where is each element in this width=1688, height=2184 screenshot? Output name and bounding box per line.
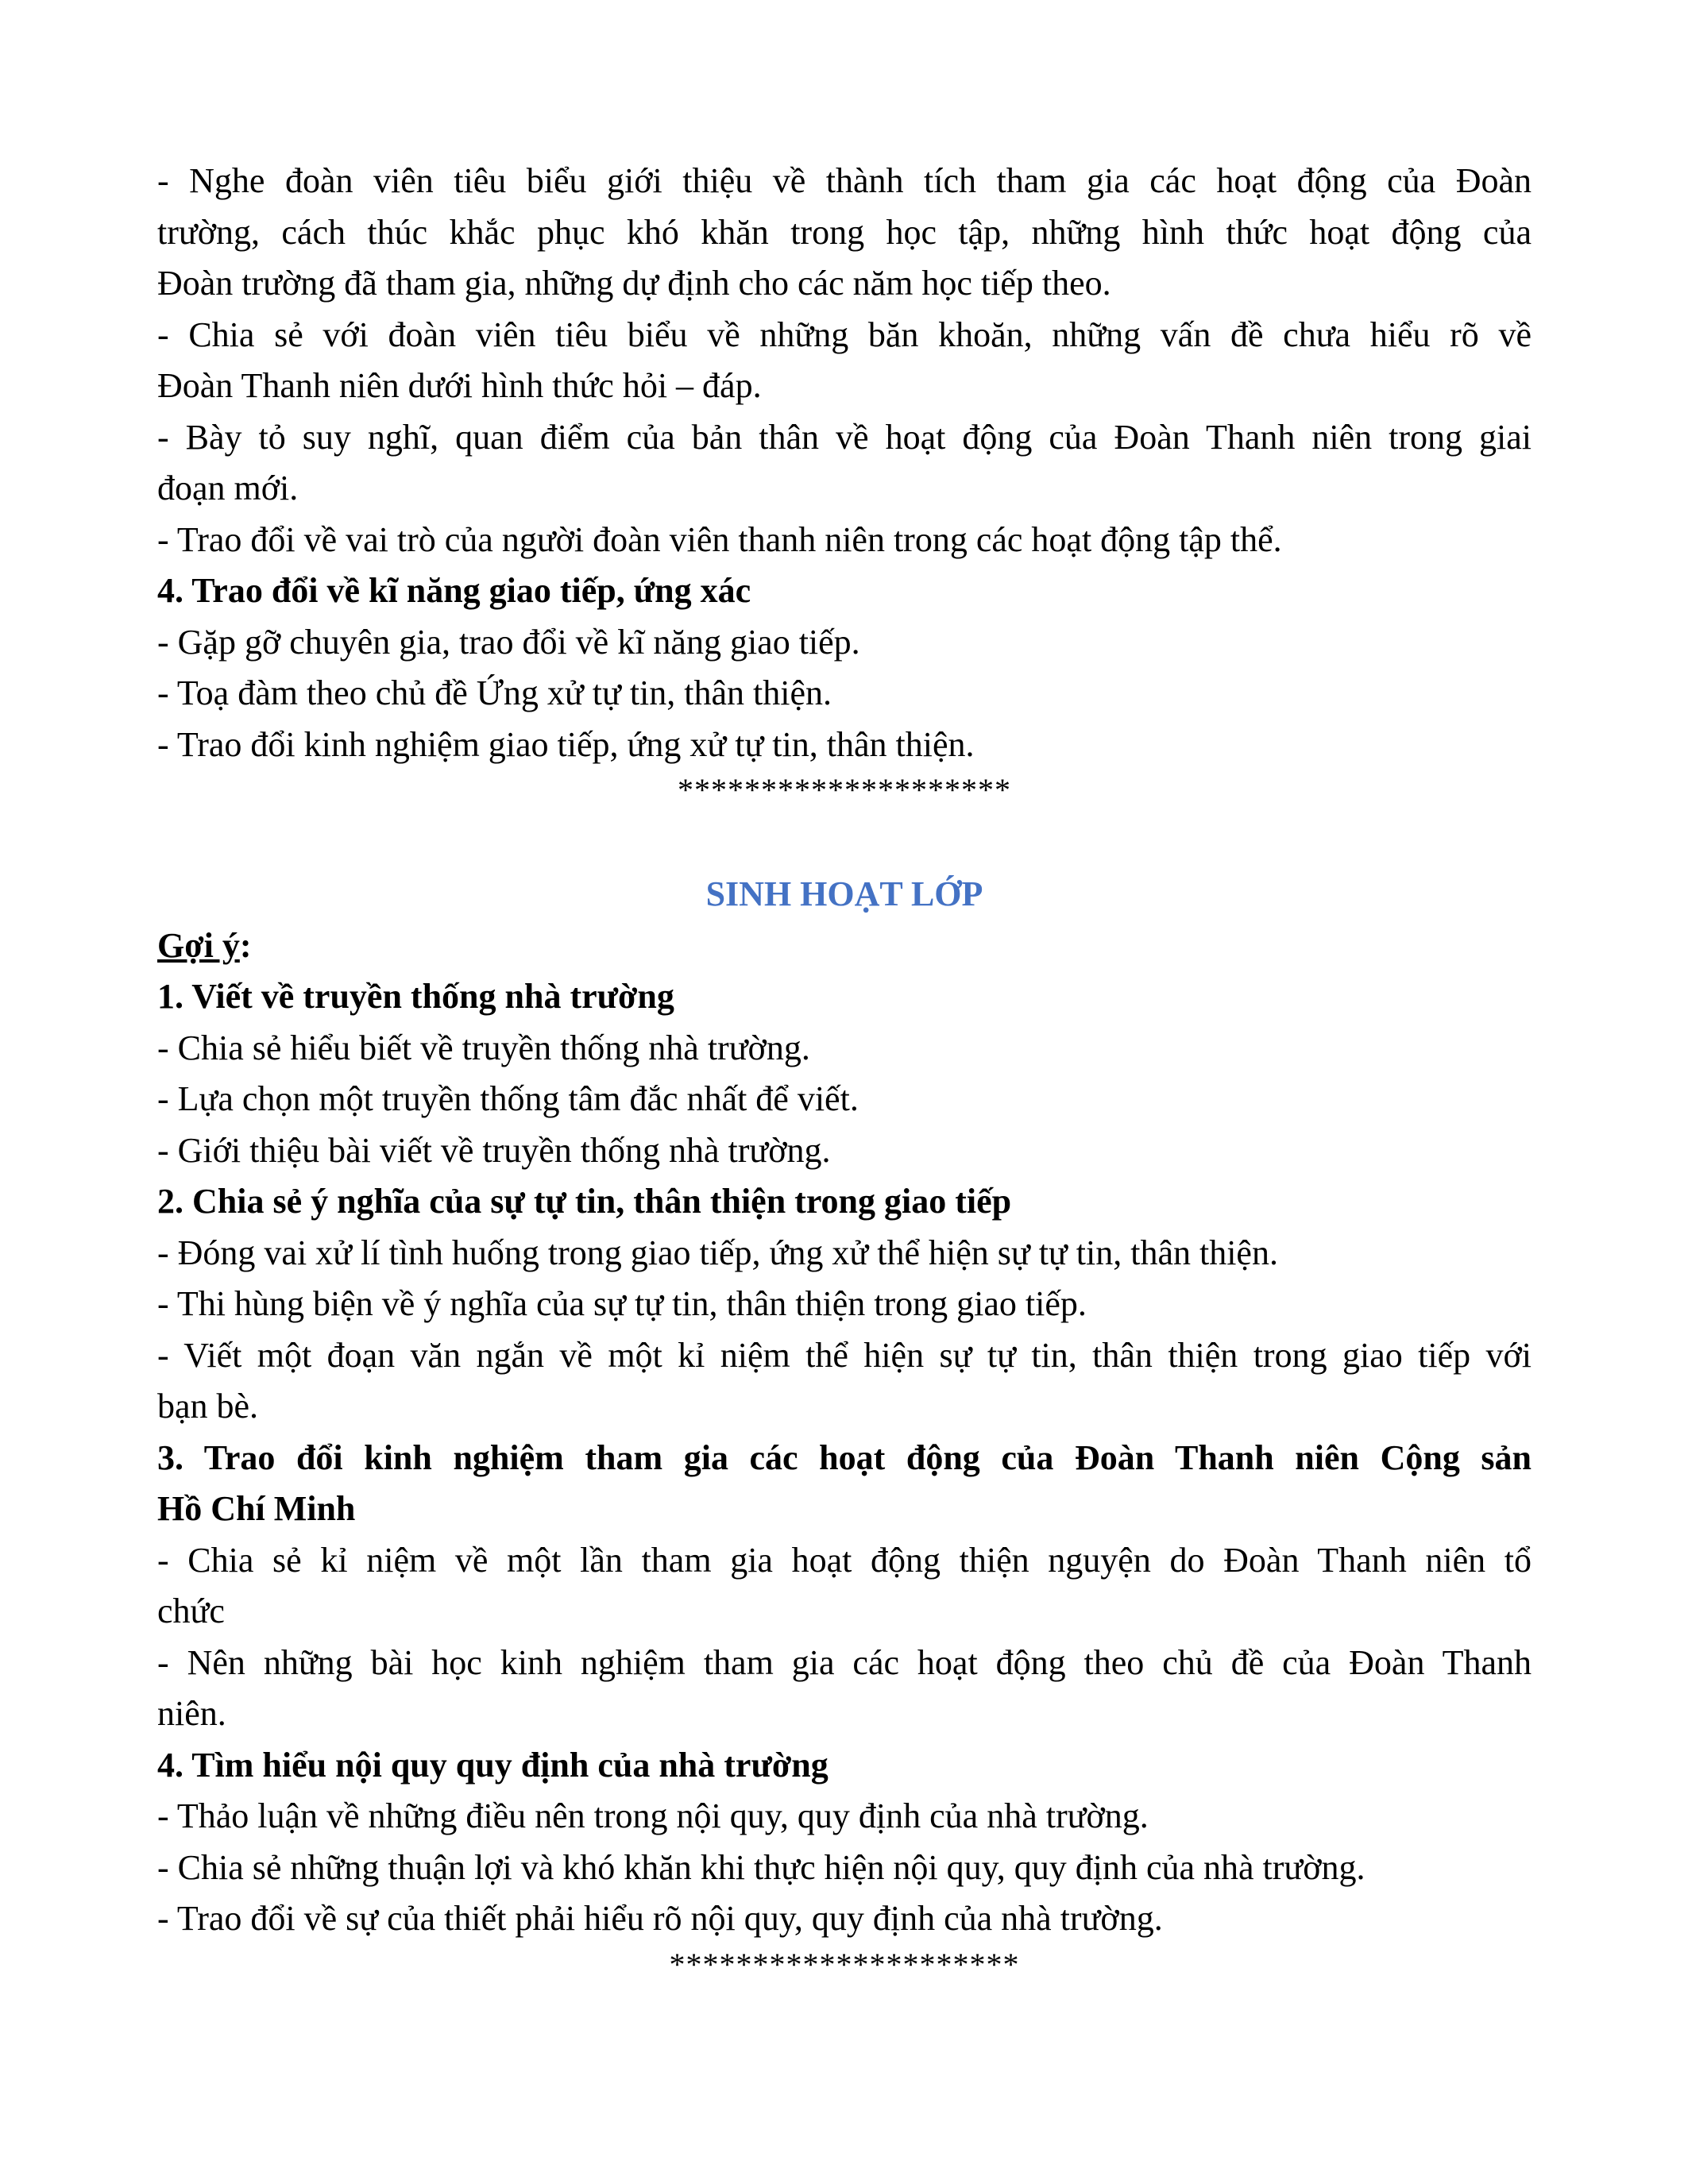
spacer <box>157 810 1532 869</box>
paragraph-line: Đoàn Thanh niên dưới hình thức hỏi – đáp. <box>157 366 762 405</box>
hint-label-text: Gợi ý <box>157 925 240 965</box>
paragraph-line: - Bày tỏ suy nghĩ, quan điểm của bản thân về hoạt động của Đoàn Thanh niên trong giai <box>157 417 1532 457</box>
list-item: - Chia sẻ kỉ niệm về một lần tham gia hoạt động thiện nguyện do Đoàn Thanh niên tổ <box>157 1540 1532 1580</box>
list-item: - Chia sẻ những thuận lợi và khó khăn khi thực hiện nội quy, quy định của nhà trường. <box>157 1847 1365 1887</box>
list-item: - Toạ đàm theo chủ đề Ứng xử tự tin, thân thiện. <box>157 673 832 712</box>
list-item: - Viết một đoạn văn ngắn về một kỉ niệm thể hiện sự tự tin, thân thiện trong giao tiếp với <box>157 1335 1532 1375</box>
list-item-continuation: chức <box>157 1592 225 1630</box>
paragraph-line: - Nghe đoàn viên tiêu biểu giới thiệu về thành tích tham gia các hoạt động của Đoàn <box>157 161 1532 200</box>
paragraph-line: trường, cách thúc khắc phục khó khăn trong học tập, những hình thức hoạt động của <box>157 212 1532 252</box>
list-item: - Trao đổi kinh nghiệm giao tiếp, ứng xử tự tin, thân thiện. <box>157 724 975 764</box>
list-item-continuation: bạn bè. <box>157 1387 259 1426</box>
list-item: - Gặp gỡ chuyên gia, trao đổi về kĩ năng giao tiếp. <box>157 622 860 662</box>
section-title: SINH HOẠT LỚP <box>705 874 983 913</box>
section-heading-continuation: Hồ Chí Minh <box>157 1489 356 1528</box>
paragraph-line: đoạn mới. <box>157 469 299 507</box>
section-heading: 2. Chia sẻ ý nghĩa của sự tự tin, thân thiện trong giao tiếp <box>157 1182 1012 1221</box>
section-heading: 3. Trao đổi kinh nghiệm tham gia các hoạt động của Đoàn Thanh niên Cộng sản <box>157 1437 1532 1477</box>
separator-stars: ********************* <box>669 1946 1020 1982</box>
list-item: - Thảo luận về những điều nên trong nội quy, quy định của nhà trường. <box>157 1796 1149 1835</box>
paragraph-line: Đoàn trường đã tham gia, những dự định cho các năm học tiếp theo. <box>157 264 1111 303</box>
list-item: - Giới thiệu bài viết về truyền thống nhà trường. <box>157 1130 831 1170</box>
section-heading: 4. Tìm hiểu nội quy quy định của nhà trường <box>157 1745 829 1785</box>
separator-stars: ******************** <box>678 772 1011 808</box>
list-item: - Trao đổi về sự của thiết phải hiểu rõ nội quy, quy định của nhà trường. <box>157 1899 1163 1938</box>
hint-colon: : <box>239 925 252 965</box>
list-item: - Thi hùng biện về ý nghĩa của sự tự tin, thân thiện trong giao tiếp. <box>157 1284 1087 1323</box>
hint-label <box>157 920 1532 972</box>
list-item: - Chia sẻ hiểu biết về truyền thống nhà trường. <box>157 1028 810 1067</box>
list-item: - Nên những bài học kinh nghiệm tham gia các hoạt động theo chủ đề của Đoàn Thanh <box>157 1642 1532 1682</box>
paragraph-line: - Trao đổi về vai trò của người đoàn viên thanh niên trong các hoạt động tập thể. <box>157 519 1282 559</box>
document-page <box>157 156 1532 1985</box>
section-heading: 4. Trao đổi về kĩ năng giao tiếp, ứng xác <box>157 571 751 610</box>
section-heading: 1. Viết về truyền thống nhà trường <box>157 977 674 1016</box>
paragraph-line: - Chia sẻ với đoàn viên tiêu biểu về những băn khoăn, những vấn đề chưa hiểu rõ về <box>157 314 1532 354</box>
list-item-continuation: niên. <box>157 1694 226 1733</box>
list-item: - Đóng vai xử lí tình huống trong giao tiếp, ứng xử thể hiện sự tự tin, thân thiện. <box>157 1233 1278 1272</box>
list-item: - Lựa chọn một truyền thống tâm đắc nhất để viết. <box>157 1079 859 1118</box>
